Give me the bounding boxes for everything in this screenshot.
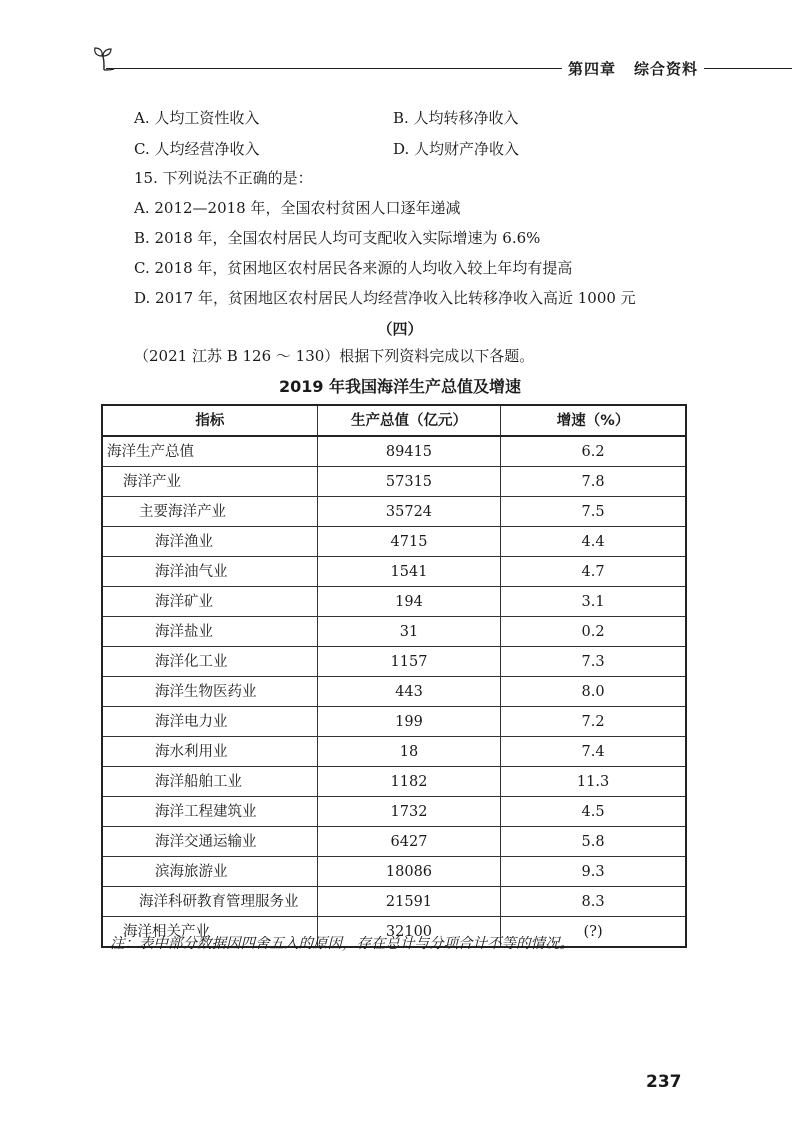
row-indicator: 海洋电力业	[102, 707, 317, 737]
row-value: 194	[317, 587, 500, 617]
table-row	[102, 677, 686, 707]
row-growth: (?)	[501, 917, 686, 948]
row-growth: 6.2	[501, 436, 686, 467]
row-value: 18	[317, 737, 500, 767]
row-value: 89415	[317, 436, 500, 467]
row-value: 4715	[317, 527, 500, 557]
table-row	[102, 767, 686, 797]
row-indicator: 海洋盐业	[102, 617, 317, 647]
header-rule-right	[704, 68, 792, 69]
table-row	[102, 647, 686, 677]
table-row	[102, 857, 686, 887]
row-value: 32100	[317, 917, 500, 948]
table-row	[102, 707, 686, 737]
row-value: 57315	[317, 467, 500, 497]
row-indicator: 海洋化工业	[102, 647, 317, 677]
table-row	[102, 436, 686, 467]
row-growth: 7.4	[501, 737, 686, 767]
row-indicator: 海洋渔业	[102, 527, 317, 557]
row-growth: 7.2	[501, 707, 686, 737]
row-indicator: 海洋船舶工业	[102, 767, 317, 797]
option-14-b: B. 人均转移净收入	[393, 109, 519, 127]
row-growth: 9.3	[501, 857, 686, 887]
question-15-option-c: C. 2018 年，贫困地区农村居民各来源的人均收入较上年均有提高	[134, 259, 573, 277]
table-row	[102, 797, 686, 827]
row-value: 18086	[317, 857, 500, 887]
question-15-option-a: A. 2012—2018 年，全国农村贫困人口逐年递减	[134, 199, 461, 217]
row-growth: 8.3	[501, 887, 686, 917]
row-indicator: 海洋工程建筑业	[102, 797, 317, 827]
table-header-row	[102, 405, 686, 436]
table-row	[102, 827, 686, 857]
section-intro: （2021 江苏 B 126 ～ 130）根据下列资料完成以下各题。	[134, 347, 535, 365]
row-indicator: 海洋相关产业	[102, 917, 317, 948]
table-row	[102, 527, 686, 557]
row-indicator: 海洋产业	[102, 467, 317, 497]
table-row	[102, 497, 686, 527]
row-indicator: 海洋生产总值	[102, 436, 317, 467]
row-value: 1182	[317, 767, 500, 797]
row-indicator: 海洋交通运输业	[102, 827, 317, 857]
table-row	[102, 887, 686, 917]
page-number: 237	[646, 1072, 682, 1092]
row-growth: 4.4	[501, 527, 686, 557]
row-growth: 7.8	[501, 467, 686, 497]
row-value: 6427	[317, 827, 500, 857]
chapter-title	[562, 58, 704, 79]
row-indicator: 主要海洋产业	[102, 497, 317, 527]
header-value: 生产总值（亿元）	[317, 405, 500, 436]
option-14-d: D. 人均财产净收入	[393, 140, 520, 158]
chapter-number: 第四章	[568, 60, 617, 78]
row-growth: 8.0	[501, 677, 686, 707]
row-value: 1157	[317, 647, 500, 677]
row-indicator: 海洋油气业	[102, 557, 317, 587]
row-value: 21591	[317, 887, 500, 917]
row-value: 443	[317, 677, 500, 707]
row-value: 199	[317, 707, 500, 737]
option-14-c: C. 人均经营净收入	[134, 140, 260, 158]
header-indicator: 指标	[102, 405, 317, 436]
section-mark: （四）	[377, 320, 423, 338]
row-indicator: 海洋矿业	[102, 587, 317, 617]
row-indicator: 滨海旅游业	[102, 857, 317, 887]
row-indicator: 海洋科研教育管理服务业	[102, 887, 317, 917]
table-row	[102, 617, 686, 647]
chapter-section: 综合资料	[634, 60, 699, 78]
table-row	[102, 587, 686, 617]
row-value: 1541	[317, 557, 500, 587]
row-value: 35724	[317, 497, 500, 527]
row-growth: 3.1	[501, 587, 686, 617]
row-growth: 11.3	[501, 767, 686, 797]
row-growth: 5.8	[501, 827, 686, 857]
question-15-option-b: B. 2018 年，全国农村居民人均可支配收入实际增速为 6.6%	[134, 229, 541, 247]
question-15-option-d: D. 2017 年，贫困地区农村居民人均经营净收入比转移净收入高近 1000 元	[134, 289, 636, 307]
ocean-production-table	[101, 404, 687, 948]
row-growth: 0.2	[501, 617, 686, 647]
row-value: 31	[317, 617, 500, 647]
row-growth: 4.7	[501, 557, 686, 587]
table-row	[102, 737, 686, 767]
question-15-stem: 15. 下列说法不正确的是：	[134, 169, 313, 187]
table-row	[102, 467, 686, 497]
table-title: 2019 年我国海洋生产总值及增速	[278, 377, 522, 396]
row-growth: 4.5	[501, 797, 686, 827]
header-growth: 增速（%）	[501, 405, 686, 436]
row-indicator: 海洋生物医药业	[102, 677, 317, 707]
row-value: 1732	[317, 797, 500, 827]
row-growth: 7.5	[501, 497, 686, 527]
running-header	[92, 44, 782, 78]
table-note: 注：表中部分数据因四舍五入的原因，存在总计与分项合计不等的情况。	[110, 936, 574, 952]
row-indicator: 海水利用业	[102, 737, 317, 767]
option-14-a: A. 人均工资性收入	[134, 109, 260, 127]
sprout-icon	[92, 44, 122, 74]
table-row	[102, 557, 686, 587]
row-growth: 7.3	[501, 647, 686, 677]
